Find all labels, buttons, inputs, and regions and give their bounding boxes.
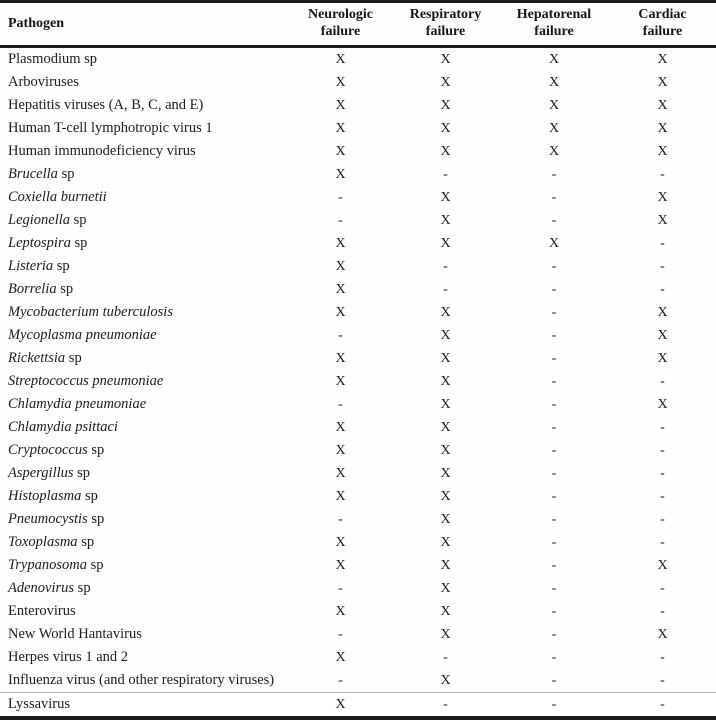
hepatorenal-failure-mark: - xyxy=(551,304,557,320)
cardiac-failure-mark: X xyxy=(657,396,668,412)
respiratory-failure-mark: - xyxy=(443,166,448,182)
table-row xyxy=(0,462,716,485)
table-row xyxy=(0,600,716,623)
hepatorenal-failure-mark: - xyxy=(551,465,557,481)
hepatorenal-failure-mark: - xyxy=(551,258,557,274)
pathogen-name-italic: Streptococcus pneumoniae xyxy=(8,372,164,389)
pathogen-name-roman: Human T-cell lymphotropic virus 1 xyxy=(8,119,213,136)
respiratory-failure-mark: - xyxy=(443,649,448,665)
pathogen-name-roman: sp xyxy=(70,211,87,228)
respiratory-failure-mark: X xyxy=(440,74,451,90)
respiratory-failure-mark: X xyxy=(440,396,451,412)
pathogen-name-cell xyxy=(0,163,289,186)
neurologic-failure-mark: - xyxy=(338,580,343,596)
pathogen-name-italic: Histoplasma xyxy=(8,487,82,504)
pathogen-name-roman: sp xyxy=(57,165,75,182)
cardiac-failure-mark: - xyxy=(660,649,665,665)
pathogen-name-italic: Trypanosoma xyxy=(8,556,87,573)
cardiac-failure-mark: X xyxy=(657,350,668,366)
pathogen-name-cell xyxy=(0,209,289,232)
table-row xyxy=(0,186,716,209)
respiratory-failure-mark: X xyxy=(440,304,451,320)
respiratory-failure-mark: X xyxy=(440,672,451,688)
pathogen-name-roman: sp xyxy=(87,441,105,458)
header-cell-pathogen: Pathogen xyxy=(8,15,64,31)
table-row xyxy=(0,278,716,301)
pathogen-name-cell xyxy=(0,71,289,94)
neurologic-failure-mark: X xyxy=(335,603,346,619)
hepatorenal-failure-mark: X xyxy=(548,51,560,67)
table-row xyxy=(0,301,716,324)
pathogen-name-italic: Brucella xyxy=(8,165,58,182)
pathogen-name-roman: sp xyxy=(53,257,70,274)
pathogen-name-roman: New World Hantavirus xyxy=(8,625,142,642)
pathogen-name-italic: Borrelia xyxy=(8,280,57,297)
respiratory-failure-mark: X xyxy=(440,97,451,113)
table-row xyxy=(0,669,716,693)
header-cell-respiratory-failure: Respiratory failure xyxy=(409,7,482,39)
pathogen-name-italic: Legionella xyxy=(8,211,71,228)
pathogen-name-italic: Listeria xyxy=(8,257,54,274)
cardiac-failure-mark: X xyxy=(657,120,668,136)
hepatorenal-failure-mark: X xyxy=(548,143,560,159)
pathogen-name-italic: Pneumocystis xyxy=(8,510,88,527)
respiratory-failure-mark: - xyxy=(392,693,499,719)
table-row xyxy=(0,393,716,416)
table-row xyxy=(0,623,716,646)
neurologic-failure-mark: X xyxy=(335,166,346,182)
neurologic-failure-mark: X xyxy=(335,649,346,665)
pathogen-name-roman: Hepatitis viruses (A, B, C, and E) xyxy=(8,96,204,113)
cardiac-failure-mark: - xyxy=(660,442,665,458)
table-header xyxy=(0,2,716,47)
neurologic-failure-mark: - xyxy=(338,396,343,412)
pathogen-name-cell xyxy=(0,301,289,324)
neurologic-failure-mark: X xyxy=(335,465,346,481)
hepatorenal-failure-mark: - xyxy=(551,327,557,343)
hepatorenal-failure-mark: - xyxy=(551,672,557,688)
neurologic-failure-mark: X xyxy=(335,304,346,320)
header-cell-hepatorenal-failure: Hepatorenal failure xyxy=(516,7,592,39)
table-row xyxy=(0,71,716,94)
neurologic-failure-mark: X xyxy=(335,258,346,274)
table-row xyxy=(0,577,716,600)
neurologic-failure-mark: - xyxy=(338,212,343,228)
neurologic-failure-mark: X xyxy=(335,373,346,389)
neurologic-failure-mark: - xyxy=(338,672,343,688)
cardiac-failure-mark: - xyxy=(660,373,665,389)
table-header-row xyxy=(0,2,716,47)
hepatorenal-failure-mark: X xyxy=(548,235,560,251)
pathogen-name-roman: sp xyxy=(65,349,82,366)
respiratory-failure-mark: X xyxy=(440,350,451,366)
pathogen-name-italic: Leptospira xyxy=(8,234,71,251)
cardiac-failure-mark: - xyxy=(660,281,665,297)
neurologic-failure-mark: X xyxy=(335,74,346,90)
table-row xyxy=(0,117,716,140)
hepatorenal-failure-mark: X xyxy=(548,120,560,136)
pathogen-name-cell xyxy=(0,623,289,646)
neurologic-failure-mark: X xyxy=(335,51,346,67)
pathogen-name-cell xyxy=(0,554,289,577)
pathogen-name-cell xyxy=(0,439,289,462)
pathogen-name-cell xyxy=(0,370,289,393)
neurologic-failure-mark: X xyxy=(335,97,346,113)
pathogen-name-cell xyxy=(0,324,289,347)
hepatorenal-failure-mark: - xyxy=(551,189,557,205)
respiratory-failure-mark: X xyxy=(440,442,451,458)
respiratory-failure-mark: X xyxy=(440,51,451,67)
pathogen-name-cell xyxy=(0,693,289,719)
respiratory-failure-mark: X xyxy=(440,580,451,596)
pathogen-name-roman: sp xyxy=(77,533,95,550)
pathogen-name-cell xyxy=(0,600,289,623)
table-body xyxy=(0,47,716,719)
neurologic-failure-mark: X xyxy=(289,693,392,719)
cardiac-failure-mark: X xyxy=(657,51,668,67)
hepatorenal-failure-mark: X xyxy=(548,74,560,90)
table-row xyxy=(0,232,716,255)
neurologic-failure-mark: X xyxy=(335,281,346,297)
hepatorenal-failure-mark: - xyxy=(551,281,557,297)
pathogen-name-italic: Toxoplasma xyxy=(8,533,78,550)
pathogen-name-cell xyxy=(0,347,289,370)
pathogen-name-cell xyxy=(0,646,289,669)
hepatorenal-failure-mark: - xyxy=(551,442,557,458)
pathogen-name-roman: sp xyxy=(87,510,105,527)
respiratory-failure-mark: X xyxy=(440,511,451,527)
pathogen-name-italic: Aspergillus xyxy=(8,464,74,481)
respiratory-failure-mark: - xyxy=(443,281,448,297)
respiratory-failure-mark: X xyxy=(440,534,451,550)
table-row xyxy=(0,94,716,117)
pathogen-name-cell xyxy=(0,577,289,600)
hepatorenal-failure-mark: - xyxy=(551,580,557,596)
respiratory-failure-mark: X xyxy=(440,327,451,343)
pathogen-name-roman: sp xyxy=(56,280,74,297)
hepatorenal-failure-mark: - xyxy=(551,603,557,619)
pathogen-name-roman: sp xyxy=(86,556,104,573)
pathogen-name-italic: Mycobacterium tuberculosis xyxy=(8,303,173,320)
cardiac-failure-mark: X xyxy=(657,626,668,642)
table-row xyxy=(0,47,716,72)
cardiac-failure-mark: X xyxy=(657,212,668,228)
hepatorenal-failure-mark: - xyxy=(551,166,557,182)
respiratory-failure-mark: X xyxy=(440,373,451,389)
table-row xyxy=(0,347,716,370)
respiratory-failure-mark: X xyxy=(440,235,451,251)
cardiac-failure-mark: - xyxy=(609,693,716,719)
table-row xyxy=(0,485,716,508)
pathogen-name-italic: Mycoplasma pneumoniae xyxy=(8,326,157,343)
neurologic-failure-mark: X xyxy=(335,557,346,573)
neurologic-failure-mark: X xyxy=(335,350,346,366)
pathogen-name-cell xyxy=(0,485,289,508)
cardiac-failure-mark: X xyxy=(657,327,668,343)
neurologic-failure-mark: X xyxy=(335,120,346,136)
cardiac-failure-mark: - xyxy=(660,603,665,619)
neurologic-failure-mark: X xyxy=(335,419,346,435)
cardiac-failure-mark: - xyxy=(660,235,665,251)
pathogen-name-cell xyxy=(0,140,289,163)
pathogen-name-roman: Enterovirus xyxy=(8,602,76,619)
pathogen-name-cell xyxy=(0,232,289,255)
neurologic-failure-mark: - xyxy=(338,327,343,343)
pathogen-name-roman: sp xyxy=(70,234,88,251)
hepatorenal-failure-mark: - xyxy=(551,626,557,642)
cardiac-failure-mark: - xyxy=(660,534,665,550)
cardiac-failure-mark: - xyxy=(660,488,665,504)
pathogen-name-cell xyxy=(0,393,289,416)
respiratory-failure-mark: X xyxy=(440,557,451,573)
table-row xyxy=(0,163,716,186)
hepatorenal-failure-mark: - xyxy=(551,212,557,228)
neurologic-failure-mark: X xyxy=(335,235,346,251)
hepatorenal-failure-mark: X xyxy=(548,97,560,113)
respiratory-failure-mark: X xyxy=(440,488,451,504)
cardiac-failure-mark: X xyxy=(657,189,668,205)
pathogen-name-cell xyxy=(0,531,289,554)
cardiac-failure-mark: - xyxy=(660,465,665,481)
cardiac-failure-mark: - xyxy=(660,511,665,527)
cardiac-failure-mark: - xyxy=(660,419,665,435)
pathogen-name-italic: Chlamydia psittaci xyxy=(8,418,118,435)
pathogen-name-roman: sp xyxy=(81,487,98,504)
table-row xyxy=(0,439,716,462)
hepatorenal-failure-mark: - xyxy=(551,488,557,504)
pathogen-name-cell xyxy=(0,186,289,209)
pathogen-name-cell xyxy=(0,416,289,439)
hepatorenal-failure-mark: - xyxy=(499,693,609,719)
cardiac-failure-mark: - xyxy=(660,166,665,182)
neurologic-failure-mark: - xyxy=(338,511,343,527)
table-row xyxy=(0,255,716,278)
neurologic-failure-mark: - xyxy=(338,189,343,205)
pathogen-name-italic: Coxiella burnetii xyxy=(8,188,107,205)
respiratory-failure-mark: X xyxy=(440,419,451,435)
table-row xyxy=(0,370,716,393)
respiratory-failure-mark: X xyxy=(440,189,451,205)
respiratory-failure-mark: X xyxy=(440,603,451,619)
neurologic-failure-mark: X xyxy=(335,442,346,458)
hepatorenal-failure-mark: - xyxy=(551,534,557,550)
pathogen-name-cell xyxy=(0,117,289,140)
hepatorenal-failure-mark: - xyxy=(551,511,557,527)
hepatorenal-failure-mark: - xyxy=(551,419,557,435)
pathogen-name-roman: Herpes virus 1 and 2 xyxy=(8,648,129,665)
pathogen-name-cell xyxy=(0,255,289,278)
pathogen-name-italic: Rickettsia xyxy=(8,349,66,366)
respiratory-failure-mark: X xyxy=(440,120,451,136)
header-cell-cardiac-failure: Cardiac failure xyxy=(638,7,687,39)
table-row xyxy=(0,140,716,163)
pathogen-name-roman: Arboviruses xyxy=(8,73,79,90)
respiratory-failure-mark: X xyxy=(440,465,451,481)
table-row xyxy=(0,554,716,577)
cardiac-failure-mark: X xyxy=(657,74,668,90)
cardiac-failure-mark: X xyxy=(657,143,668,159)
neurologic-failure-mark: X xyxy=(335,534,346,550)
table-row xyxy=(0,531,716,554)
hepatorenal-failure-mark: - xyxy=(551,557,557,573)
hepatorenal-failure-mark: - xyxy=(551,649,557,665)
pathogen-name-roman: sp xyxy=(73,464,91,481)
pathogen-name-roman: Influenza virus (and other respiratory viruses) xyxy=(8,671,275,688)
hepatorenal-failure-mark: - xyxy=(551,373,557,389)
cardiac-failure-mark: - xyxy=(660,580,665,596)
pathogen-name-cell xyxy=(0,94,289,117)
respiratory-failure-mark: X xyxy=(440,626,451,642)
pathogen-name-roman: Lyssavirus xyxy=(8,695,71,712)
pathogen-name-roman: Plasmodium sp xyxy=(8,50,98,67)
cardiac-failure-mark: - xyxy=(660,258,665,274)
table-row xyxy=(0,324,716,347)
table-row xyxy=(0,416,716,439)
neurologic-failure-mark: X xyxy=(335,488,346,504)
pathogen-name-cell xyxy=(0,462,289,485)
cardiac-failure-mark: X xyxy=(657,557,668,573)
pathogen-name-cell xyxy=(0,508,289,531)
pathogen-name-roman: Human immunodeficiency virus xyxy=(8,142,196,159)
table-row xyxy=(0,209,716,232)
table-row xyxy=(0,508,716,531)
table-row xyxy=(0,693,716,719)
pathogen-name-italic: Adenovirus xyxy=(8,579,75,596)
header-cell-neurologic-failure: Neurologic failure xyxy=(307,7,374,39)
pathogen-name-cell xyxy=(0,669,289,693)
neurologic-failure-mark: - xyxy=(338,626,343,642)
table-row xyxy=(0,646,716,669)
respiratory-failure-mark: X xyxy=(440,212,451,228)
cardiac-failure-mark: - xyxy=(660,672,665,688)
respiratory-failure-mark: X xyxy=(440,143,451,159)
pathogen-name-italic: Cryptococcus xyxy=(8,441,88,458)
neurologic-failure-mark: X xyxy=(335,143,346,159)
cardiac-failure-mark: X xyxy=(657,304,668,320)
respiratory-failure-mark: - xyxy=(443,258,448,274)
pathogen-name-cell xyxy=(0,278,289,301)
hepatorenal-failure-mark: - xyxy=(551,350,557,366)
cardiac-failure-mark: X xyxy=(657,97,668,113)
hepatorenal-failure-mark: - xyxy=(551,396,557,412)
pathogen-name-italic: Chlamydia pneumoniae xyxy=(8,395,147,412)
pathogen-name-cell xyxy=(0,47,289,72)
pathogen-name-roman: sp xyxy=(74,579,91,596)
